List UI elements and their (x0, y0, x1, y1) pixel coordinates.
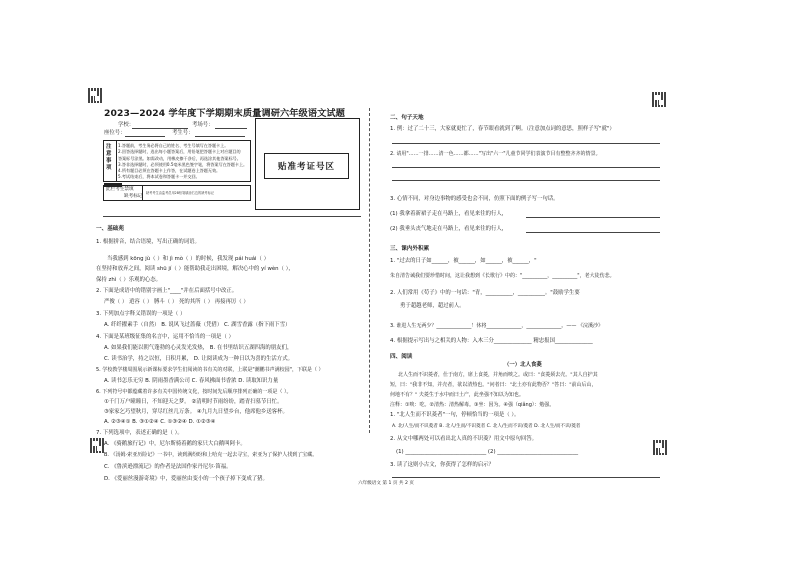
q7-b: B. 《汤姆·索亚历险记》一书中，读到满纷盼和上哈克一起去寻宝，索亚为了保护人找到了宝藏。 (104, 452, 318, 458)
exam-number-label: 考生号： (172, 130, 194, 136)
reading-notes: 注释：①啖：吃。②清热：清热解毒。③坐：因为。④强（qiǎng）：勉强。 (390, 402, 555, 408)
sticker-label: 贴准考证号区 (277, 162, 335, 172)
absence-mark-row (103, 185, 251, 201)
corner-mark-icon (652, 92, 667, 107)
corner-mark-icon (653, 440, 668, 455)
rq3: 3. 读了这则小古文，你获得了怎样的启示？ (390, 462, 494, 468)
q6: 6. 下列符号中都蕴藏着许多有关中国传统文化，按时间先后顺序排列正确的一项是（ ）。 (96, 389, 292, 395)
k4: 4. 根据提示写出与之相关的人物：入木三分______________ 精忠报国______________ (390, 338, 593, 344)
notes-title: 注意事项 (106, 144, 112, 171)
q2-line1: 严俊（ ） 逍容（ ） 膊斗（ ） 死的其所（ ） 再接再厉（ ） (104, 299, 249, 305)
note-line: 答案标号涂黑。如需改动，用橡皮擦干净后，再选涂其他答案标号。 (118, 155, 241, 161)
k1: 1. "过去的日子如______，被______，如______，被______，" (390, 258, 537, 264)
section-1-heading: 一、基础苑 (96, 226, 124, 232)
reading-text-3: 何地不有？" 夫菱生于水中而曰土产，此坐强不知以为知也。 (390, 392, 524, 398)
school-label: 学校： (118, 122, 135, 128)
exam-room-label: 考场号： (192, 122, 214, 128)
q1-line3: 保持 zhì（ ）乐观的心态。 (96, 277, 162, 283)
reading-text-2: 短，曰："我非不知，并壳者，欲以清热也。"问者曰："北土亦有此物否？"答曰："前山后山， (390, 382, 597, 388)
note-line: 5.考试结束后，将本试卷和答题卡一并交回。 (118, 174, 200, 180)
rq2-lines: (1) ______________________________ (2) ______________________________ (396, 449, 579, 455)
note-line: 1.答题前，考生务必将自己的姓名、考生号填写在答题卡上。 (118, 143, 229, 148)
k3: 3. 谁进人生无两少？______________！休将______________，______________。—— 《浣溪沙》 (390, 323, 603, 329)
rq2: 2. 从文中哪两处可以看出北人真的不识菱？用文中原句回答。 (390, 436, 538, 442)
q6-options: A. ②③④① B. ③①②④ C. ①③②④ D. ①②③④ (104, 419, 216, 425)
notes-box (103, 140, 251, 182)
rq1-options: A. 北/人生/而不识菱者 B. 北人/生而/不识菱者 C. 北人/生而不识/菱者 D. 北人生/而不识/菱者 (392, 424, 581, 429)
corner-mark-icon (88, 88, 103, 103)
note-line: 4.所有题目必须在答题卡上作答，在试题卷上答题无效。 (118, 168, 221, 174)
column-divider (369, 108, 370, 433)
s3: 3. 心情不同，对身边事物的感受也会不同，仿照下面的例子写一句话。 (390, 196, 559, 202)
section-3-heading: 三、课内外积累 (390, 246, 430, 252)
q5-options: A. 读书怎乐无穷 B. 阴雨墨香满公司 C. 春风拂面书香浓 D. 读取知识力量 (104, 378, 279, 384)
s1: 1. 例：过了二十三，大家就更忙了，春节眼看就到了啊。（注意加点词的意思，照样子写"就"） (390, 126, 615, 132)
reading-text-1: 北人生而不识菱者，仕于南方，席上食菱，并角而啖之。或曰："食菱须去壳。"其人自护其 (398, 372, 598, 378)
section-2-heading: 二、句子天地 (390, 115, 424, 121)
q4-options-ab: A. 如果我们能以朝气蓬勃的心灵发光发热， B. 在书里结识五湖四海的朋友们， (104, 345, 293, 351)
s3-1: (1) 我拿着新裙子走在马路上，看见来往的行人， (390, 211, 508, 217)
q7-a: A. 《骑鹅旅行记》中，尼尔斯骑着鹅的家只大白鹅叫阿卡。 (104, 441, 246, 447)
q1: 1. 根据拼音，结合语境，写出正确的词语。 (96, 239, 200, 245)
absence-sub: 此栏考生禁填 (106, 187, 134, 192)
s2: 2. 请用"……一排……清一色……都……"写出"六一"儿童节同学们表演节目有整整齐齐的情景。 (390, 151, 601, 157)
q1-line1: 当我感到 kōng jù（ ）和 jì mò（ ）的时候，我发现 pái huái（ ） (107, 256, 270, 262)
k1-b: 朱自清告诫我们要珍惜时间，这让我想到《长歌行》中的："__________，__________"，老大徒伤悲。 (390, 273, 615, 279)
q4-options-cd: C. 读书治学，持之以恒，日积月累， D. 让阅读成为一种日以为喜的生活方式。 (104, 356, 293, 362)
rq1: 1. "北人生而不识菱者"一句，停顿恰当的一项是（ ）。 (390, 412, 520, 418)
exam-title: 2023—2024 学年度下学期期末质量调研六年级语文试题 (104, 108, 345, 119)
s3-2: (2) 我垂头丧气地走在马路上，看见来往的行人， (390, 226, 508, 232)
corner-mark-icon (90, 438, 105, 453)
q7: 7. 下列选项中，表述正确的是（ ）。 (96, 430, 183, 436)
k2: 2. 人们常用《苟子》中的一句话："青，__________，__________。"鼓励学生要 (390, 290, 580, 296)
seat-label: 座位号： (104, 130, 126, 136)
absence-label: 缺考标记 (124, 194, 143, 199)
q3-options: A. 纤纤擢素手（自然） B. 说风飞过蔷薇（凭借） C. 湖雪香露（指下雨下雪） (104, 322, 291, 328)
q7-d: D. 《爱丽丝漫游奇境》中，爱丽丝由变小的一个孩子掉下变成了猪。 (104, 476, 268, 482)
page-footer: 六年级语文 第 1 页 共 2 页 (358, 481, 414, 486)
q6-line1: ①千门万户曈曈日，不知迎天之梦。 ②清明时节雨纷纷，踏青扫墓节日忙。 (104, 399, 283, 405)
sticker-area (264, 153, 349, 179)
absence-bar (104, 183, 122, 187)
q7-c: C. 《鲁滨逊漂流记》的作者是法国作家丹尼尔·笛福。 (104, 464, 232, 470)
q1-line2: 在坚持和放弃之间，阅读 shū jí（ ）能帮助我走出困境，解决心中的 yí wèn（ ）， (96, 266, 294, 272)
note-line: 2.回答选择题时，选出每小题答案后，用铅笔把答题卡上对应题目的 (118, 149, 241, 155)
q3: 3. 下列加点字释义错误的一项是（ ） (96, 311, 186, 317)
q4: 4. 下面是某班级征集的名言中，运用不恰当的一项是（ ） (96, 334, 234, 340)
q2: 2. 下面是成语中的错别字画上"____"并在后面括号中改正。 (96, 288, 238, 294)
absence-hint: 缺考考生由监考员用2B铅笔填涂右边的缺考标记 (146, 191, 214, 195)
section-4-heading: 四、阅读 (390, 354, 413, 360)
reading-title: （一）北人食菱 (504, 362, 542, 368)
note-line: 3.答非选择题时，必须使用0.5毫米黑色签字笔，将答案写在答题卡上。 (118, 161, 248, 167)
notes-lines (118, 143, 247, 181)
k2-b: 勇于超越老师，超过前人。 (400, 303, 465, 309)
q5: 5. 学校教学楼周围展示新课标要求学生们阅读的书有关的对联，上联是"潮鹏书声满校园"，下联是（ ） (96, 367, 324, 373)
q6-line2: ③家家乞巧望秋月，穿尽红丝几万条。 ④九月九日望乡台，他席他乡送客杯。 (104, 409, 288, 415)
